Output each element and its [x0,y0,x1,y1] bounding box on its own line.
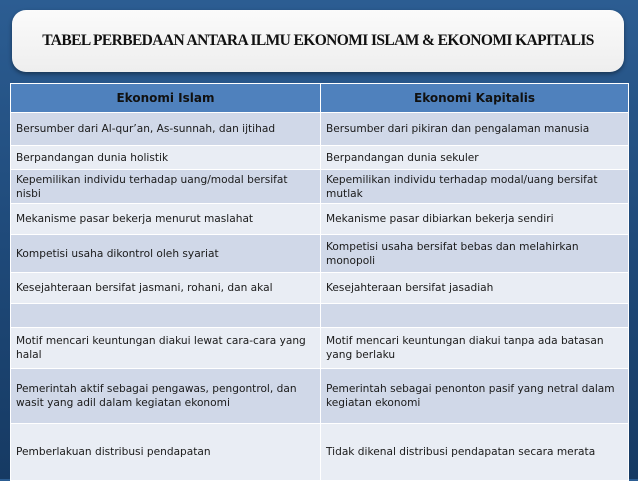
table-row [11,204,629,235]
comparison-table [10,83,629,481]
cell-kapitalis: Berpandangan dunia sekuler [321,146,629,170]
cell-islam: Kompetisi usaha dikontrol oleh syariat [11,235,321,273]
table-row [11,424,629,481]
table-row [11,235,629,273]
cell-islam: Pemberlakuan distribusi pendapatan [11,424,321,481]
cell-islam: Pemerintah aktif sebagai pengawas, pengontrol, dan wasit yang adil dalam kegiatan ekonomi [11,369,321,424]
cell-islam: Kesejahteraan bersifat jasmani, rohani, dan akal [11,273,321,304]
table-row [11,146,629,170]
title-banner [12,10,624,72]
cell-kapitalis: Kesejahteraan bersifat jasadiah [321,273,629,304]
cell-kapitalis: Kepemilikan individu terhadap modal/uang bersifat mutlak [321,170,629,204]
cell-islam: Mekanisme pasar bekerja menurut maslahat [11,204,321,235]
cell-kapitalis: Pemerintah sebagai penonton pasif yang netral dalam kegiatan ekonomi [321,369,629,424]
cell-islam [11,304,321,328]
cell-kapitalis: Motif mencari keuntungan diakui tanpa ada batasan yang berlaku [321,328,629,369]
cell-islam: Motif mencari keuntungan diakui lewat cara-cara yang halal [11,328,321,369]
table-row [11,113,629,146]
table-row [11,328,629,369]
cell-islam: Berpandangan dunia holistik [11,146,321,170]
page-title: TABEL PERBEDAAN ANTARA ILMU EKONOMI ISLAM & EKONOMI KAPITALIS [42,32,594,49]
cell-islam: Bersumber dari Al-qur’an, As-sunnah, dan ijtihad [11,113,321,146]
cell-kapitalis: Kompetisi usaha bersifat bebas dan melahirkan monopoli [321,235,629,273]
cell-kapitalis [321,304,629,328]
cell-kapitalis: Mekanisme pasar dibiarkan bekerja sendiri [321,204,629,235]
table-row [11,170,629,204]
header-ekonomi-islam: Ekonomi Islam [11,84,321,113]
cell-kapitalis: Tidak dikenal distribusi pendapatan secara merata [321,424,629,481]
cell-kapitalis: Bersumber dari pikiran dan pengalaman manusia [321,113,629,146]
table-row [11,369,629,424]
table-row-empty [11,304,629,328]
table-header-row [11,84,629,113]
table-row [11,273,629,304]
cell-islam: Kepemilikan individu terhadap uang/modal bersifat nisbi [11,170,321,204]
header-ekonomi-kapitalis: Ekonomi Kapitalis [321,84,629,113]
